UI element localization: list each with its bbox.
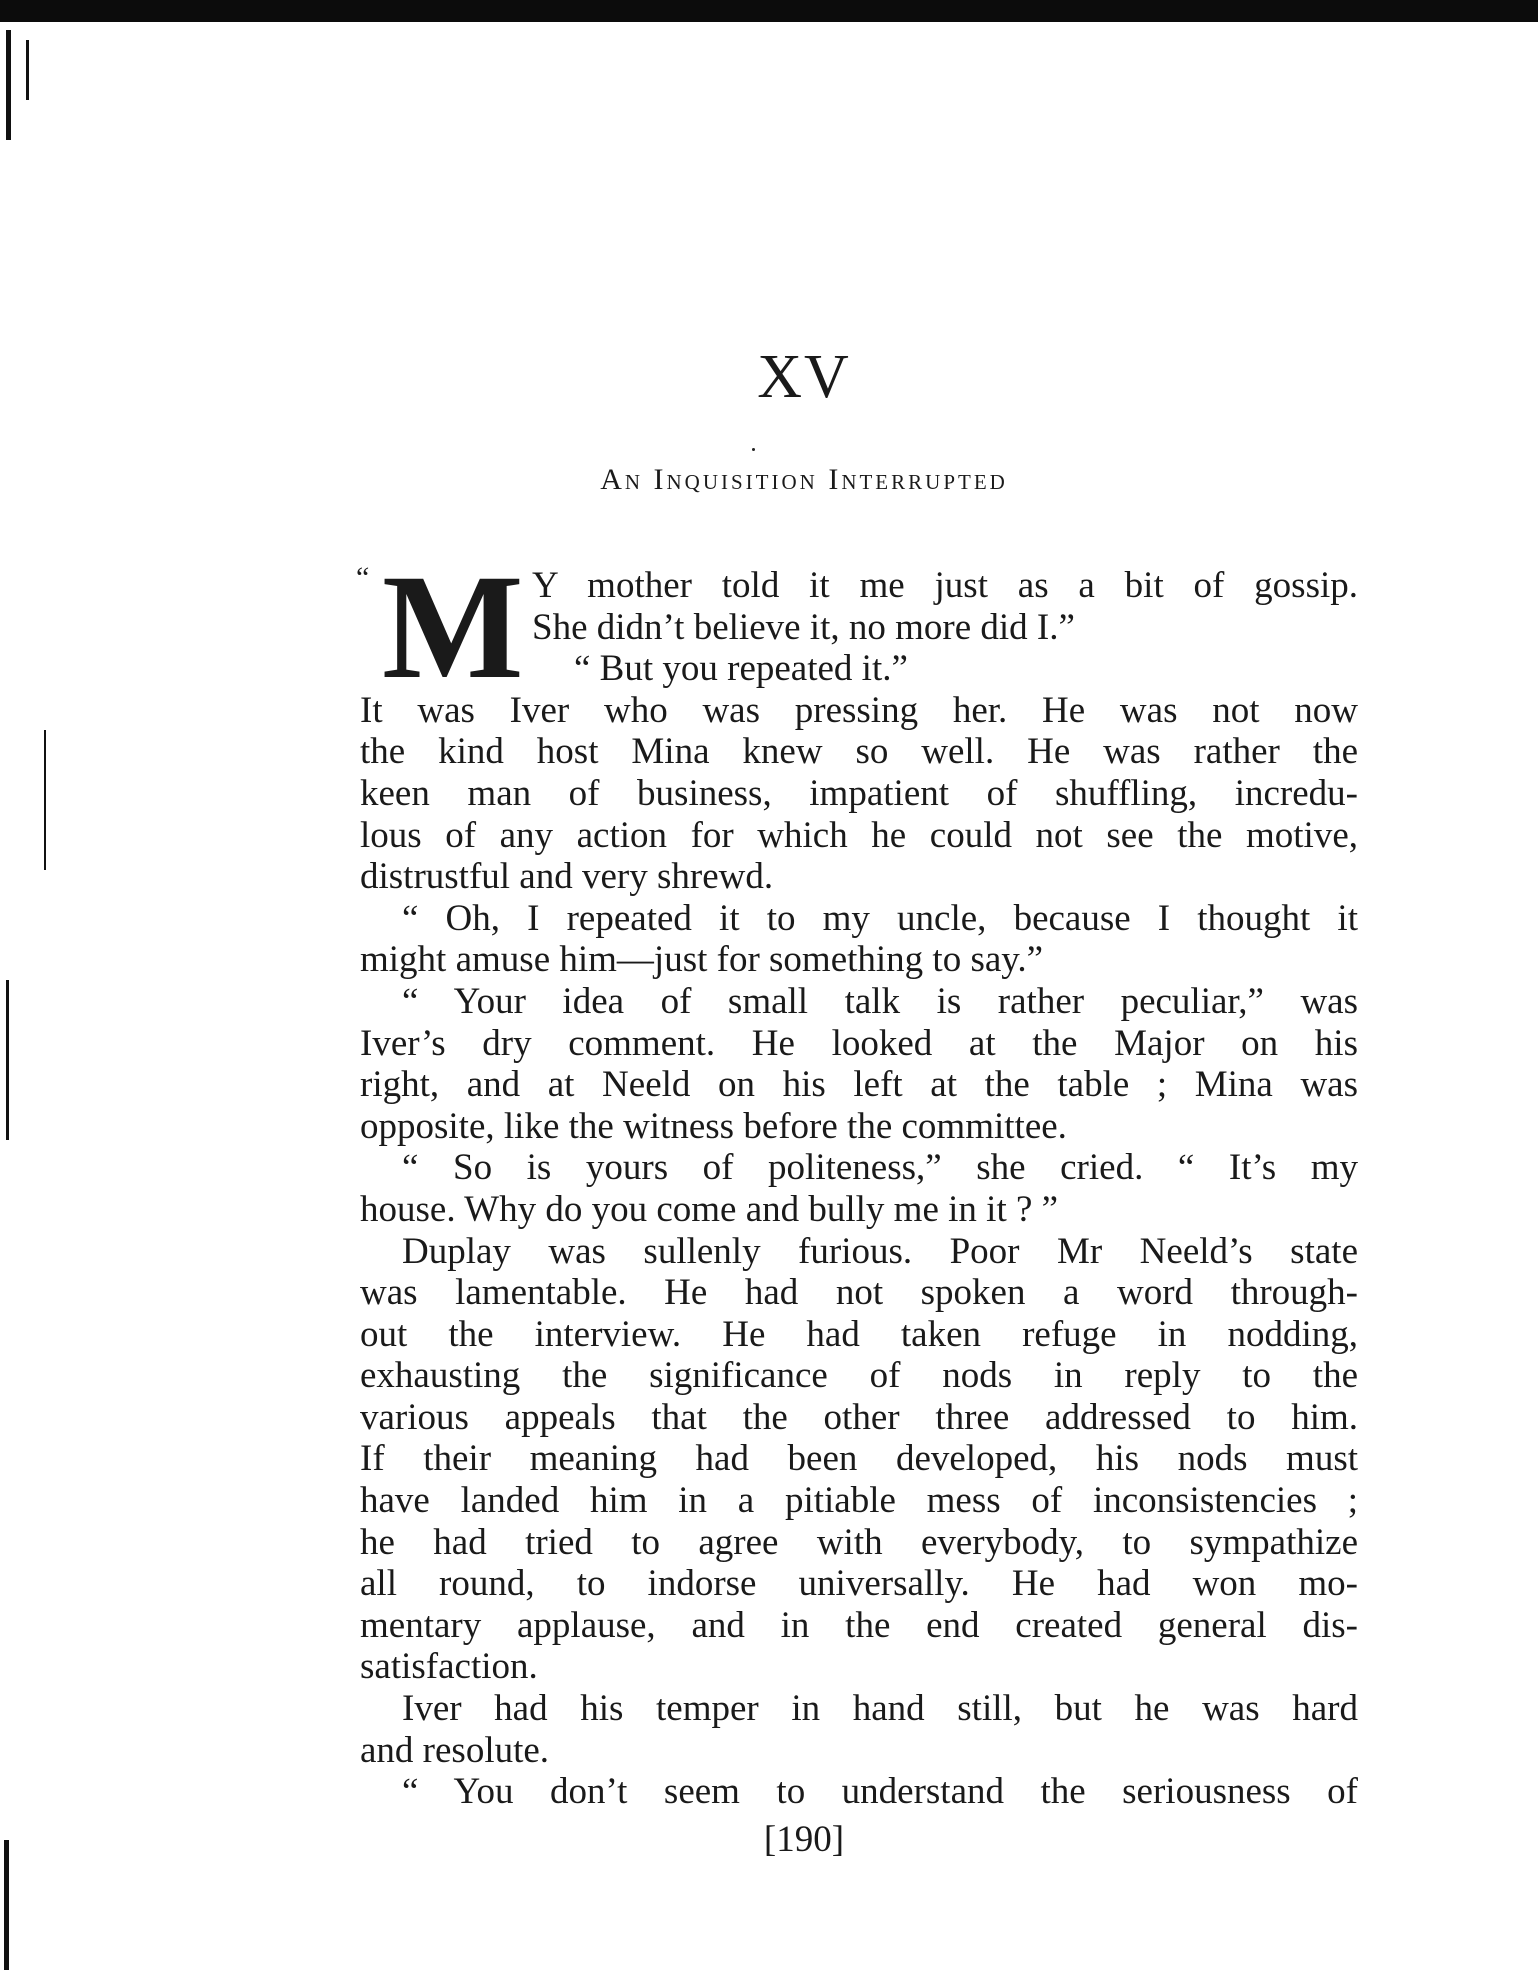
scan-edge-mark [6,980,9,1140]
text-line: out the interview. He had taken refuge in nodding, [360,1313,1358,1355]
decorative-dot [752,448,755,451]
text-line: Duplay was sullenly furious. Poor Mr Neeld’s state [402,1230,1358,1272]
text-line: right, and at Neeld on his left at the table ; Mina was [360,1064,1358,1106]
text-line: have landed him in a pitiable mess of inconsistencies ; [360,1480,1358,1522]
text-line: keen man of business, impatient of shuffling, incredu- [360,772,1358,814]
page-number: [190] [763,1819,845,1860]
text-line: he had tried to agree with everybody, to sympathize [360,1521,1358,1563]
text-line: “ Your idea of small talk is rather peculiar,” was [402,980,1358,1022]
text-line: Iver’s dry comment. He looked at the Major on his [360,1022,1358,1064]
text-line: “ You don’t seem to understand the seriousness of [402,1771,1358,1813]
text-line: mentary applause, and in the end created general dis- [360,1604,1358,1646]
scan-top-border [0,0,1538,22]
text-line: distrustful and very shrewd. [360,856,774,898]
text-line: Y mother told it me just as a bit of gossip. [532,565,1358,606]
text-line: satisfaction. [360,1646,538,1688]
text-line: opposite, like the witness before the committee. [360,1105,1067,1147]
opening-quote-mark: “ [356,561,370,594]
text-line: and resolute. [360,1729,550,1771]
chapter-number: XV [757,343,851,411]
text-line: various appeals that the other three addressed to him. [360,1396,1358,1438]
text-line: “ But you repeated it.” [574,648,908,690]
scan-edge-mark [26,40,29,100]
text-line: lous of any action for which he could not see the motive, [360,814,1358,856]
scan-edge-mark [44,730,46,870]
text-line: “ Oh, I repeated it to my uncle, because I thought it [402,897,1358,939]
text-line: might amuse him—just for something to say.” [360,939,1044,981]
text-line: the kind host Mina knew so well. He was rather the [360,731,1358,773]
text-line: If their meaning had been developed, his nods must [360,1438,1358,1480]
text-line: all round, to indorse universally. He had won mo- [360,1563,1358,1605]
text-line: She didn’t believe it, no more did I.” [532,606,1075,648]
drop-cap: M [382,544,524,710]
scan-edge-mark [6,30,11,140]
text-line: house. Why do you come and bully me in it ? ” [360,1188,1059,1230]
text-line: exhausting the significance of nods in reply to the [360,1355,1358,1397]
text-line: “ So is yours of politeness,” she cried. “ It’s my [402,1147,1358,1189]
body-text [356,544,1358,1813]
text-line: was lamentable. He had not spoken a word through- [360,1272,1358,1314]
text-line: Iver had his temper in hand still, but he was hard [402,1688,1358,1730]
chapter-title: An Inquisition Interrupted [600,463,1008,496]
text-line: It was Iver who was pressing her. He was not now [360,689,1358,731]
